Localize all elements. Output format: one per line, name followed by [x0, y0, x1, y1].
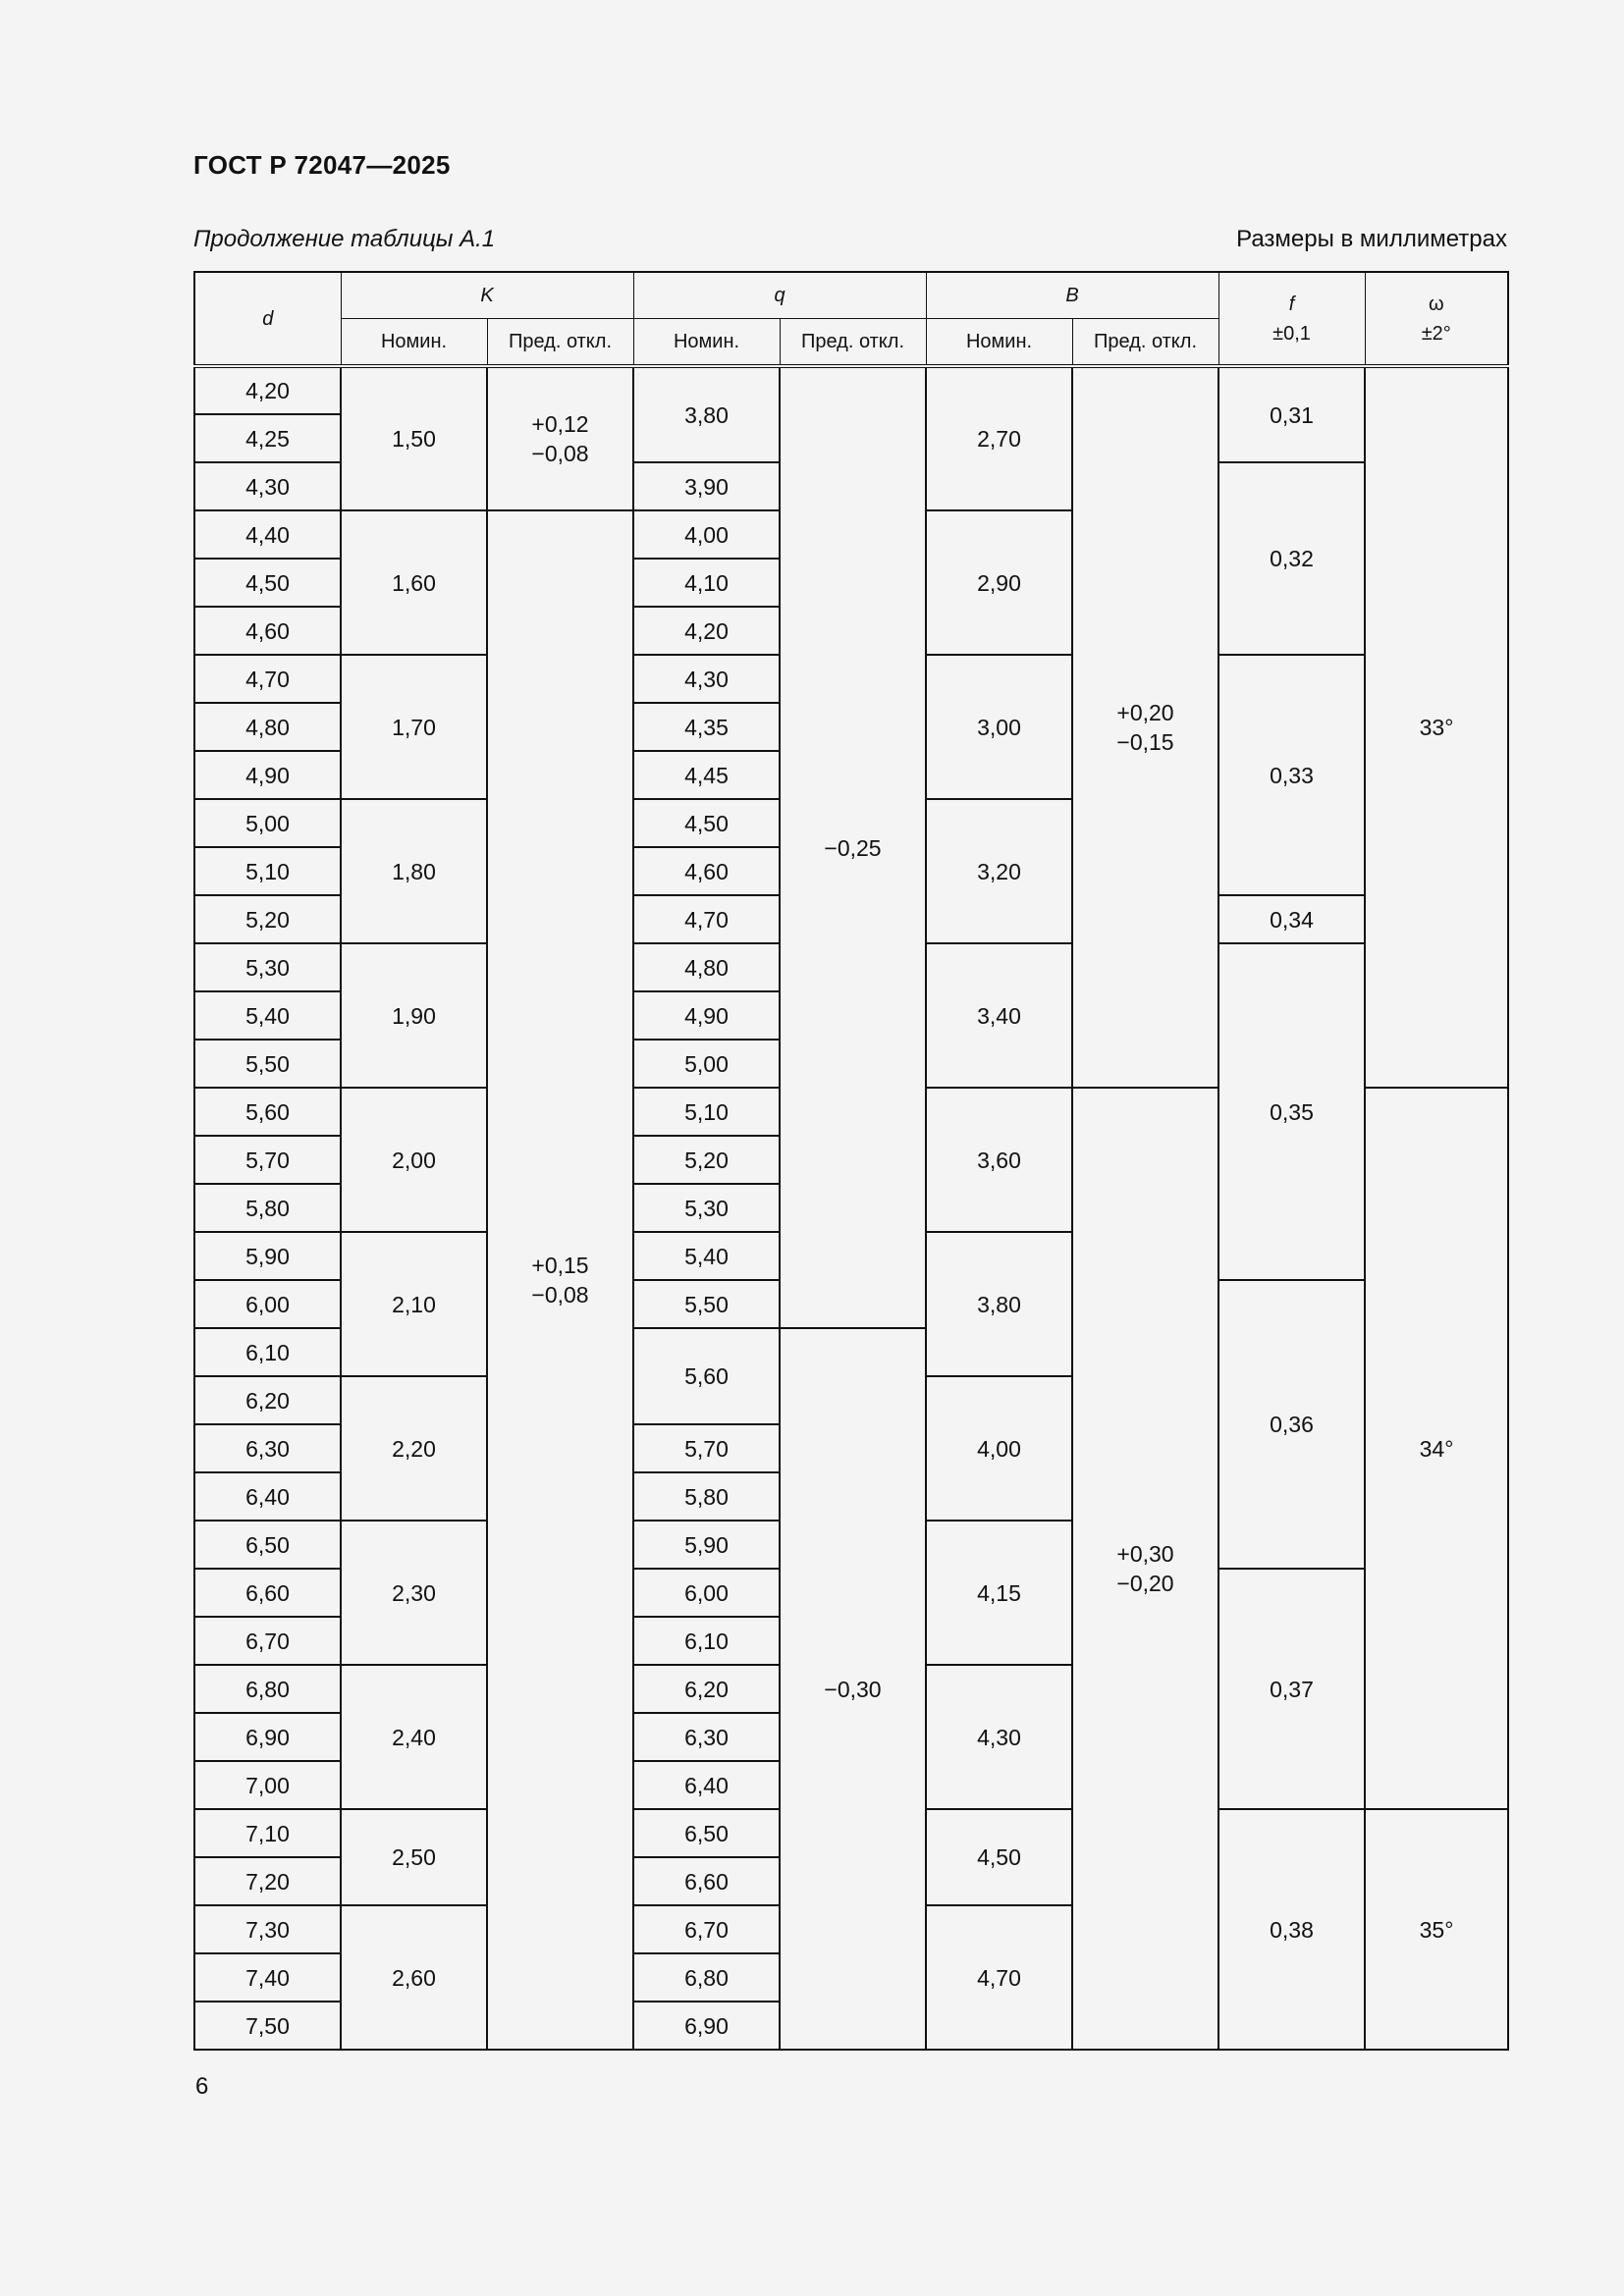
- k-nominal-cell: 2,40: [341, 1665, 487, 1809]
- q-nominal-cell: 4,80: [633, 943, 780, 991]
- d-cell: 5,20: [194, 895, 341, 943]
- d-cell: 5,40: [194, 991, 341, 1040]
- b-nominal-cell: 4,70: [926, 1905, 1072, 2050]
- q-nominal-cell: 5,10: [633, 1088, 780, 1136]
- b-nominal-cell: 4,30: [926, 1665, 1072, 1809]
- b-nominal-cell: 2,70: [926, 366, 1072, 510]
- k-nominal-cell: 1,80: [341, 799, 487, 943]
- d-cell: 7,40: [194, 1953, 341, 2002]
- q-nominal-cell: 5,40: [633, 1232, 780, 1280]
- k-nominal-cell: 1,50: [341, 366, 487, 510]
- header-d: d: [194, 272, 341, 366]
- header-f-symbol: f: [1288, 293, 1295, 315]
- d-cell: 5,10: [194, 847, 341, 895]
- d-cell: 7,50: [194, 2002, 341, 2050]
- header-f: [1218, 272, 1365, 366]
- q-nominal-cell: 4,30: [633, 655, 780, 703]
- k-deviation-cell: [487, 510, 633, 2050]
- k-nominal-cell: 2,00: [341, 1088, 487, 1232]
- d-cell: 6,80: [194, 1665, 341, 1713]
- k-nominal-cell: 1,60: [341, 510, 487, 655]
- q-nominal-cell: 3,90: [633, 462, 780, 510]
- header-omega-tolerance: ±2°: [1421, 322, 1451, 345]
- header-k-deviation: Пред. откл.: [487, 319, 633, 367]
- k-nominal-cell: 1,70: [341, 655, 487, 799]
- b-nominal-cell: 3,00: [926, 655, 1072, 799]
- k-nominal-cell: 2,50: [341, 1809, 487, 1905]
- q-nominal-cell: 6,50: [633, 1809, 780, 1857]
- header-f-tolerance: ±0,1: [1272, 322, 1311, 345]
- q-nominal-cell: 4,00: [633, 510, 780, 559]
- q-nominal-cell: 5,80: [633, 1472, 780, 1521]
- b-nominal-cell: 3,40: [926, 943, 1072, 1088]
- omega-cell: 34°: [1365, 1088, 1508, 1809]
- b-deviation-cell: [1072, 366, 1218, 1088]
- k-deviation-cell-upper: +0,15: [531, 1253, 589, 1278]
- d-cell: 5,00: [194, 799, 341, 847]
- q-nominal-cell: 4,70: [633, 895, 780, 943]
- f-cell: 0,34: [1218, 895, 1365, 943]
- page-number: 6: [195, 2073, 209, 2100]
- document-header: ГОСТ Р 72047—2025: [193, 150, 451, 180]
- k-deviation-cell-lower: −0,08: [531, 1282, 589, 1308]
- k-deviation-cell: [487, 366, 633, 510]
- b-nominal-cell: 4,15: [926, 1521, 1072, 1665]
- omega-cell: 35°: [1365, 1809, 1508, 2050]
- q-nominal-cell: 5,30: [633, 1184, 780, 1232]
- d-cell: 4,50: [194, 559, 341, 607]
- q-nominal-cell: 4,90: [633, 991, 780, 1040]
- d-cell: 5,70: [194, 1136, 341, 1184]
- d-cell: 6,00: [194, 1280, 341, 1328]
- b-deviation-cell: [1072, 1088, 1218, 2050]
- q-nominal-cell: 6,60: [633, 1857, 780, 1905]
- d-cell: 6,60: [194, 1569, 341, 1617]
- k-nominal-cell: 1,90: [341, 943, 487, 1088]
- q-nominal-cell: 4,10: [633, 559, 780, 607]
- q-nominal-cell: 6,80: [633, 1953, 780, 2002]
- q-nominal-cell: 6,90: [633, 2002, 780, 2050]
- b-deviation-cell-upper: +0,20: [1116, 700, 1174, 725]
- k-deviation-cell-lower: −0,08: [531, 441, 589, 466]
- q-nominal-cell: 5,20: [633, 1136, 780, 1184]
- q-nominal-cell: 3,80: [633, 366, 780, 462]
- d-cell: 5,60: [194, 1088, 341, 1136]
- q-nominal-cell: 5,60: [633, 1328, 780, 1424]
- d-cell: 4,60: [194, 607, 341, 655]
- table-body: [194, 366, 1508, 2050]
- d-cell: 7,20: [194, 1857, 341, 1905]
- b-deviation-cell-lower: −0,15: [1116, 729, 1174, 755]
- header-b-deviation: Пред. откл.: [1072, 319, 1218, 367]
- d-cell: 4,90: [194, 751, 341, 799]
- q-nominal-cell: 6,40: [633, 1761, 780, 1809]
- dimensions-table: [193, 271, 1509, 2051]
- d-cell: 5,50: [194, 1040, 341, 1088]
- f-cell: 0,33: [1218, 655, 1365, 895]
- k-nominal-cell: 2,30: [341, 1521, 487, 1665]
- b-nominal-cell: 4,00: [926, 1376, 1072, 1521]
- d-cell: 7,30: [194, 1905, 341, 1953]
- b-nominal-cell: 3,80: [926, 1232, 1072, 1376]
- header-omega: [1365, 272, 1508, 366]
- q-nominal-cell: 6,20: [633, 1665, 780, 1713]
- omega-cell: 33°: [1365, 366, 1508, 1088]
- header-k: K: [341, 272, 633, 319]
- header-b-nominal: Номин.: [926, 319, 1072, 367]
- b-nominal-cell: 3,20: [926, 799, 1072, 943]
- d-cell: 6,70: [194, 1617, 341, 1665]
- q-deviation-cell: −0,30: [780, 1328, 926, 2050]
- table-row: [194, 366, 1508, 414]
- q-nominal-cell: 4,45: [633, 751, 780, 799]
- q-nominal-cell: 5,00: [633, 1040, 780, 1088]
- b-nominal-cell: 4,50: [926, 1809, 1072, 1905]
- b-nominal-cell: 3,60: [926, 1088, 1072, 1232]
- header-omega-symbol: ω: [1428, 293, 1444, 315]
- d-cell: 5,80: [194, 1184, 341, 1232]
- d-cell: 5,30: [194, 943, 341, 991]
- f-cell: 0,32: [1218, 462, 1365, 655]
- header-b: B: [926, 272, 1218, 319]
- q-nominal-cell: 4,35: [633, 703, 780, 751]
- d-cell: 4,80: [194, 703, 341, 751]
- q-nominal-cell: 6,10: [633, 1617, 780, 1665]
- d-cell: 6,10: [194, 1328, 341, 1376]
- d-cell: 4,70: [194, 655, 341, 703]
- header-q: q: [633, 272, 926, 319]
- header-q-deviation: Пред. откл.: [780, 319, 926, 367]
- q-nominal-cell: 6,70: [633, 1905, 780, 1953]
- f-cell: 0,37: [1218, 1569, 1365, 1809]
- k-nominal-cell: 2,60: [341, 1905, 487, 2050]
- d-cell: 4,30: [194, 462, 341, 510]
- d-cell: 7,10: [194, 1809, 341, 1857]
- d-cell: 4,40: [194, 510, 341, 559]
- d-cell: 6,30: [194, 1424, 341, 1472]
- k-nominal-cell: 2,20: [341, 1376, 487, 1521]
- d-cell: 6,90: [194, 1713, 341, 1761]
- q-nominal-cell: 4,60: [633, 847, 780, 895]
- d-cell: 6,20: [194, 1376, 341, 1424]
- f-cell: 0,31: [1218, 366, 1365, 462]
- q-nominal-cell: 4,50: [633, 799, 780, 847]
- f-cell: 0,35: [1218, 943, 1365, 1280]
- q-nominal-cell: 5,70: [633, 1424, 780, 1472]
- d-cell: 5,90: [194, 1232, 341, 1280]
- d-cell: 7,00: [194, 1761, 341, 1809]
- header-k-nominal: Номин.: [341, 319, 487, 367]
- q-nominal-cell: 5,90: [633, 1521, 780, 1569]
- units-note: Размеры в миллиметрах: [1236, 226, 1507, 252]
- q-nominal-cell: 6,00: [633, 1569, 780, 1617]
- f-cell: 0,38: [1218, 1809, 1365, 2050]
- q-deviation-cell: −0,25: [780, 366, 926, 1328]
- q-nominal-cell: 6,30: [633, 1713, 780, 1761]
- d-cell: 4,25: [194, 414, 341, 462]
- b-deviation-cell-upper: +0,30: [1116, 1541, 1174, 1567]
- b-nominal-cell: 2,90: [926, 510, 1072, 655]
- b-deviation-cell-lower: −0,20: [1116, 1571, 1174, 1596]
- f-cell: 0,36: [1218, 1280, 1365, 1569]
- table-continuation-caption: Продолжение таблицы А.1: [193, 226, 496, 252]
- d-cell: 6,50: [194, 1521, 341, 1569]
- k-deviation-cell-upper: +0,12: [531, 411, 589, 437]
- d-cell: 6,40: [194, 1472, 341, 1521]
- k-nominal-cell: 2,10: [341, 1232, 487, 1376]
- d-cell: 4,20: [194, 366, 341, 414]
- header-q-nominal: Номин.: [633, 319, 780, 367]
- q-nominal-cell: 5,50: [633, 1280, 780, 1328]
- q-nominal-cell: 4,20: [633, 607, 780, 655]
